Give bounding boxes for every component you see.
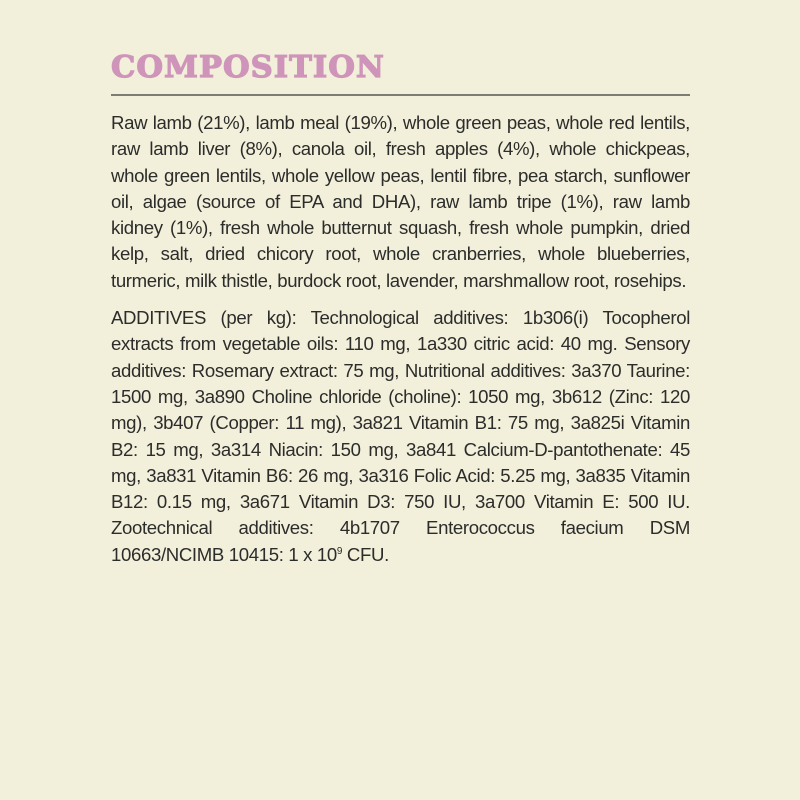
cfu-exponent: 9 (336, 545, 343, 557)
ingredients-paragraph: Raw lamb (21%), lamb meal (19%), whole green peas, whole red lentils, raw lamb liver (8%), canola oil, fresh apples (4%), whole chickpeas, whole green lentils, whole yellow peas, lentil fibre, pea starch, sunflower oil, algae (source of EPA and DHA), raw lamb tripe (1%), raw lamb kidney (1%), fresh whole butternut squash, fresh whole pumpkin, dried kelp, salt, dried chicory root, whole cranberries, whole blueberries, turmeric, milk thistle, burdock root, lavender, marshmallow root, rosehips. (111, 112, 690, 291)
composition-title: COMPOSITION (111, 50, 385, 85)
additives-text: ADDITIVES (per kg): Technological additives: 1b306(i) Tocopherol extracts from vegetable oils: 110 mg, 1a330 citric acid: 40 mg. Sensory additives: Rosemary extract: 75 mg, Nutritional additives: 3a370 Taurine: 1500 mg, 3a890 Choline chloride (choline): 1050 mg, 3b612 (Zinc: 120 mg), 3b407 (Copper: 11 mg), 3a821 Vitamin B1: 75 mg, 3a825i Vitamin B2: 15 mg, 3a314 Niacin: 150 mg, 3a841 Calcium-D-pantothenate: 45 mg, 3a831 Vitamin B6: 26 mg, 3a316 Folic Acid: 5.25 mg, 3a835 Vitamin B12: 0.15 mg, 3a671 Vitamin D3: 750 IU, 3a700 Vitamin E: 500 IU. Zootechnical additives: 4b1707 Enterococcus faecium DSM 10663/NCIMB 10415: 1 x 10 (111, 307, 690, 565)
composition-panel (111, 48, 690, 568)
additives-suffix: CFU. (342, 543, 389, 565)
additives-paragraph (111, 305, 690, 568)
title-divider (111, 94, 690, 96)
